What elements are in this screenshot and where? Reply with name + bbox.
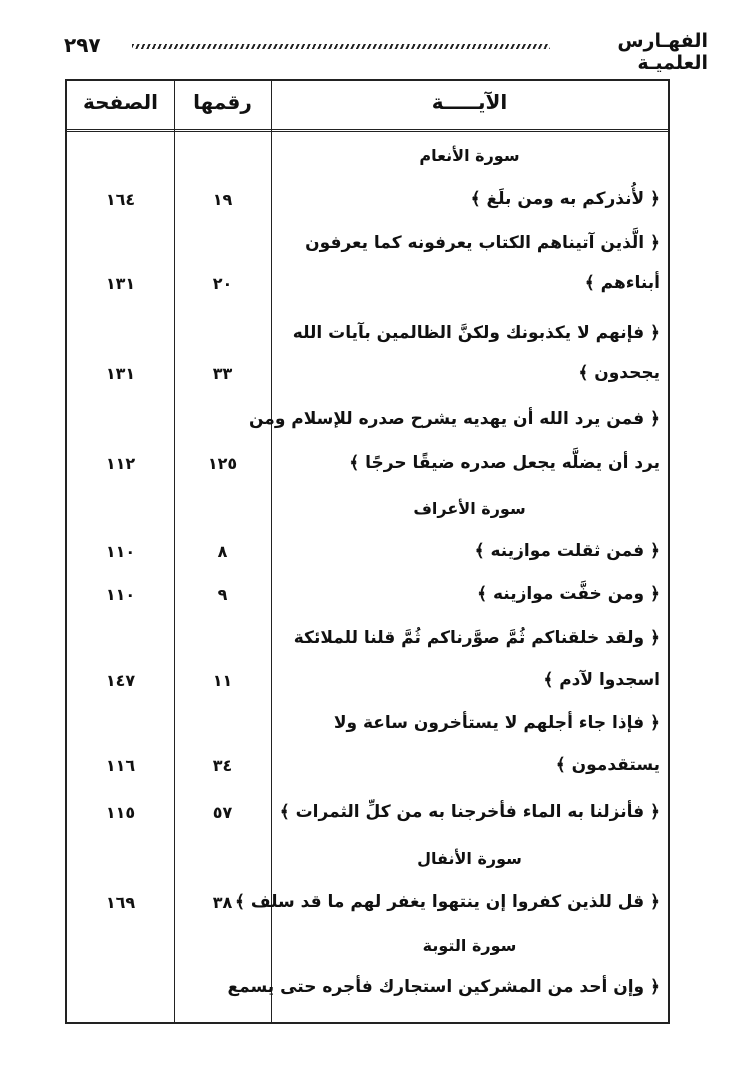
ayah-text: ﴿ فمن ثقلت موازينه ﴾ — [474, 541, 660, 561]
page-number: ٢٩٧ — [64, 33, 101, 57]
page-ref: ١١٠ — [105, 542, 136, 561]
running-title: الفهـارس العلميـة — [617, 30, 708, 74]
surah-heading: سورة الأعراف — [413, 499, 526, 518]
page-ref: ١١٦ — [105, 756, 136, 775]
ayah-text: ﴿ فإنهم لا يكذبونك ولكنَّ الظالمين بآيات الله — [292, 323, 660, 343]
page-ref: ١١٥ — [105, 803, 136, 822]
surah-heading: سورة الأنعام — [419, 146, 520, 165]
ayah-number: ٣٣ — [212, 364, 233, 383]
ayah-text: ﴿ قل للذين كفروا إن ينتهوا يغفر لهم ما قد سلف ﴾ — [234, 892, 660, 912]
page-ref: ١٣١ — [105, 364, 136, 383]
column-header-number: رقمها — [193, 90, 252, 114]
ayah-number: ٩ — [217, 585, 228, 604]
ayah-number: ١٩ — [212, 190, 233, 209]
header-rule — [132, 44, 550, 49]
column-header-ayah: الآيـــــة — [431, 90, 508, 114]
column-header-page: الصفحة — [82, 90, 158, 114]
surah-heading: سورة الأنفال — [417, 849, 522, 868]
ayah-number: ٣٤ — [212, 756, 233, 775]
ayah-text: ﴿ لأُنذركم به ومن بلَغ ﴾ — [470, 189, 660, 209]
surah-heading: سورة التوبة — [422, 936, 517, 955]
ayah-text: أبناءهم ﴾ — [584, 273, 660, 293]
page-ref: ١١٠ — [105, 585, 136, 604]
table-header — [67, 81, 668, 132]
ayah-number: ١١ — [212, 671, 233, 690]
page-ref: ١٤٧ — [105, 671, 136, 690]
page-ref: ١١٢ — [105, 454, 136, 473]
ayah-number: ٣٨ — [212, 893, 233, 912]
ayah-text: ﴿ ولقد خلقناكم ثُمَّ صوَّرناكم ثُمَّ قلنا للملائكة — [293, 628, 660, 648]
ayah-text: ﴿ وإن أحد من المشركين استجارك فأجره حتى يسمع — [227, 977, 660, 997]
page-ref: ١٦٤ — [105, 190, 136, 209]
ayah-text: يستقدمون ﴾ — [555, 755, 660, 775]
ayah-text: ﴿ الَّذين آتيناهم الكتاب يعرفونه كما يعرفون — [305, 233, 660, 253]
page-ref: ١٦٩ — [105, 893, 136, 912]
ayah-text: ﴿ فأنزلنا به الماء فأخرجنا به من كلِّ الثمرات ﴾ — [279, 802, 660, 822]
page-ref: ١٣١ — [105, 274, 136, 293]
ayah-number: ٢٠ — [212, 274, 233, 293]
ayah-text: يرد أن يضلَّه يجعل صدره ضيقًا حرجًا ﴾ — [349, 453, 660, 473]
column-divider — [271, 81, 272, 1022]
ayah-text: ﴿ فإذا جاء أجلهم لا يستأخرون ساعة ولا — [333, 713, 660, 733]
ayah-number: ٨ — [217, 542, 228, 561]
index-table — [65, 79, 670, 1024]
ayah-text: اسجدوا لآدم ﴾ — [543, 670, 660, 690]
ayah-text: ﴿ فمن يرد الله أن يهديه يشرح صدره للإسلام ومن — [249, 409, 660, 429]
ayah-number: ٥٧ — [212, 803, 233, 822]
ayah-text: يجحدون ﴾ — [578, 363, 660, 383]
ayah-text: ﴿ ومن خفَّت موازينه ﴾ — [477, 584, 660, 604]
ayah-number: ١٢٥ — [207, 454, 238, 473]
